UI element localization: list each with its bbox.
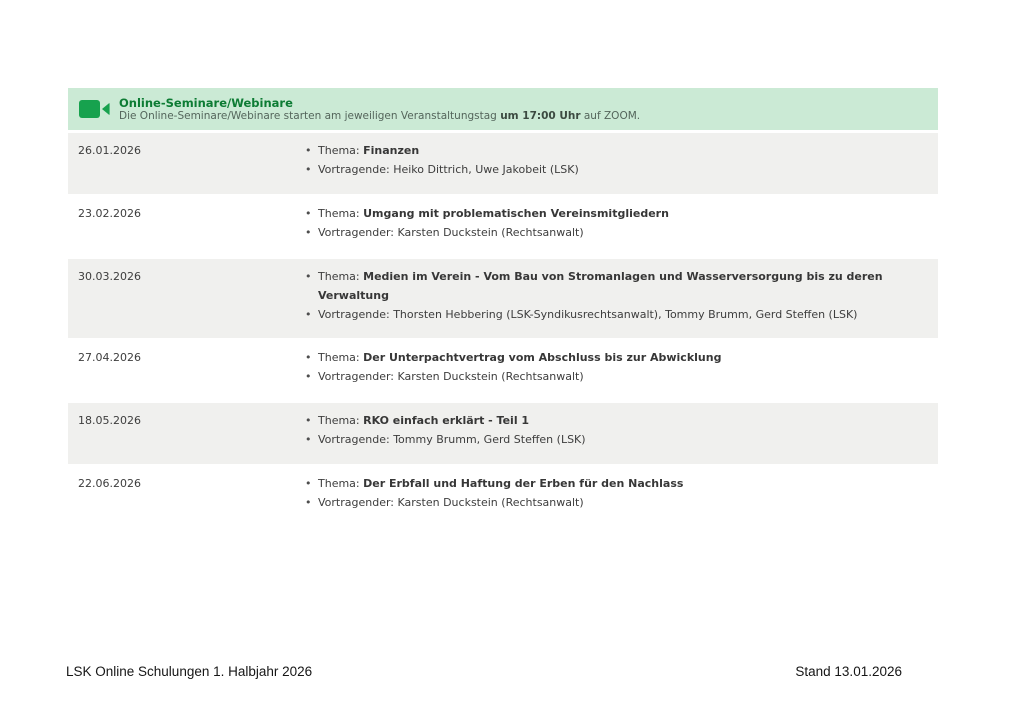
seminar-date: 27.04.2026 (78, 351, 141, 364)
seminar-date: 18.05.2026 (78, 414, 141, 427)
list-item (305, 204, 925, 223)
seminar-row (68, 196, 938, 257)
footer-date: Stand 13.01.2026 (795, 664, 902, 679)
seminar-details (305, 204, 925, 243)
item-value: Karsten Duckstein (Rechtsanwalt) (397, 226, 584, 239)
bullet-icon: • (305, 207, 312, 220)
bullet-icon: • (305, 308, 312, 321)
item-label: Vortragender: (318, 226, 395, 239)
seminar-details (305, 411, 925, 450)
seminar-date: 23.02.2026 (78, 207, 141, 220)
seminar-details (305, 348, 925, 387)
banner-header (68, 88, 938, 130)
item-label: Vortragender: (318, 496, 395, 509)
bullet-icon: • (305, 351, 312, 364)
item-value: Der Erbfall und Haftung der Erben für den Nachlass (363, 477, 684, 490)
seminar-table (68, 133, 938, 527)
seminar-row (68, 340, 938, 401)
list-item (305, 267, 925, 305)
bullet-icon: • (305, 226, 312, 239)
subtitle-suffix: auf ZOOM. (580, 109, 641, 122)
list-item (305, 305, 925, 324)
item-value: Thorsten Hebbering (LSK-Syndikusrechtsanwalt), Tommy Brumm, Gerd Steffen (LSK) (393, 308, 858, 321)
item-label: Thema: (318, 144, 360, 157)
list-item (305, 411, 925, 430)
list-item (305, 223, 925, 242)
item-value: Der Unterpachtvertrag vom Abschluss bis zur Abwicklung (363, 351, 722, 364)
item-value: Karsten Duckstein (Rechtsanwalt) (397, 496, 584, 509)
item-label: Thema: (318, 477, 360, 490)
list-item (305, 348, 925, 367)
seminar-row (68, 403, 938, 464)
seminar-row (68, 466, 938, 527)
seminar-date: 26.01.2026 (78, 144, 141, 157)
list-item (305, 430, 925, 449)
list-item (305, 367, 925, 386)
item-label: Vortragender: (318, 370, 395, 383)
subtitle-text: Die Online-Seminare/Webinare starten am jeweiligen Veranstaltungstag (119, 109, 501, 122)
item-label: Vortragende: (318, 163, 390, 176)
item-value: Tommy Brumm, Gerd Steffen (LSK) (393, 433, 586, 446)
banner-subtitle (119, 110, 640, 123)
seminar-date: 22.06.2026 (78, 477, 141, 490)
list-item (305, 474, 925, 493)
item-label: Thema: (318, 351, 360, 364)
bullet-icon: • (305, 144, 312, 157)
seminar-date: 30.03.2026 (78, 270, 141, 283)
bullet-icon: • (305, 414, 312, 427)
list-item (305, 160, 925, 179)
item-label: Vortragende: (318, 308, 390, 321)
video-camera-icon (79, 99, 110, 119)
item-value: RKO einfach erklärt - Teil 1 (363, 414, 530, 427)
list-item (305, 493, 925, 512)
bullet-icon: • (305, 433, 312, 446)
seminar-row (68, 259, 938, 338)
banner-title: Online-Seminare/Webinare (119, 95, 293, 110)
item-value: Karsten Duckstein (Rechtsanwalt) (397, 370, 584, 383)
banner-text (119, 96, 640, 123)
bullet-icon: • (305, 163, 312, 176)
item-value: Finanzen (363, 144, 420, 157)
list-item (305, 141, 925, 160)
bullet-icon: • (305, 270, 312, 283)
bullet-icon: • (305, 477, 312, 490)
item-label: Thema: (318, 270, 360, 283)
seminar-details (305, 474, 925, 513)
subtitle-time: um 17:00 Uhr (500, 109, 581, 122)
bullet-icon: • (305, 370, 312, 383)
item-value: Medien im Verein - Vom Bau von Stromanlagen und Wasserversorgung bis zu deren Verwaltung (318, 270, 883, 302)
item-label: Thema: (318, 414, 360, 427)
seminar-details (305, 141, 925, 180)
item-label: Vortragende: (318, 433, 390, 446)
item-value: Umgang mit problematischen Vereinsmitgliedern (363, 207, 669, 220)
bullet-icon: • (305, 496, 312, 509)
seminar-details (305, 267, 925, 324)
item-label: Thema: (318, 207, 360, 220)
seminar-schedule (68, 88, 938, 529)
seminar-row (68, 133, 938, 194)
page-footer (66, 664, 902, 679)
item-value: Heiko Dittrich, Uwe Jakobeit (LSK) (393, 163, 579, 176)
footer-title: LSK Online Schulungen 1. Halbjahr 2026 (66, 664, 313, 679)
